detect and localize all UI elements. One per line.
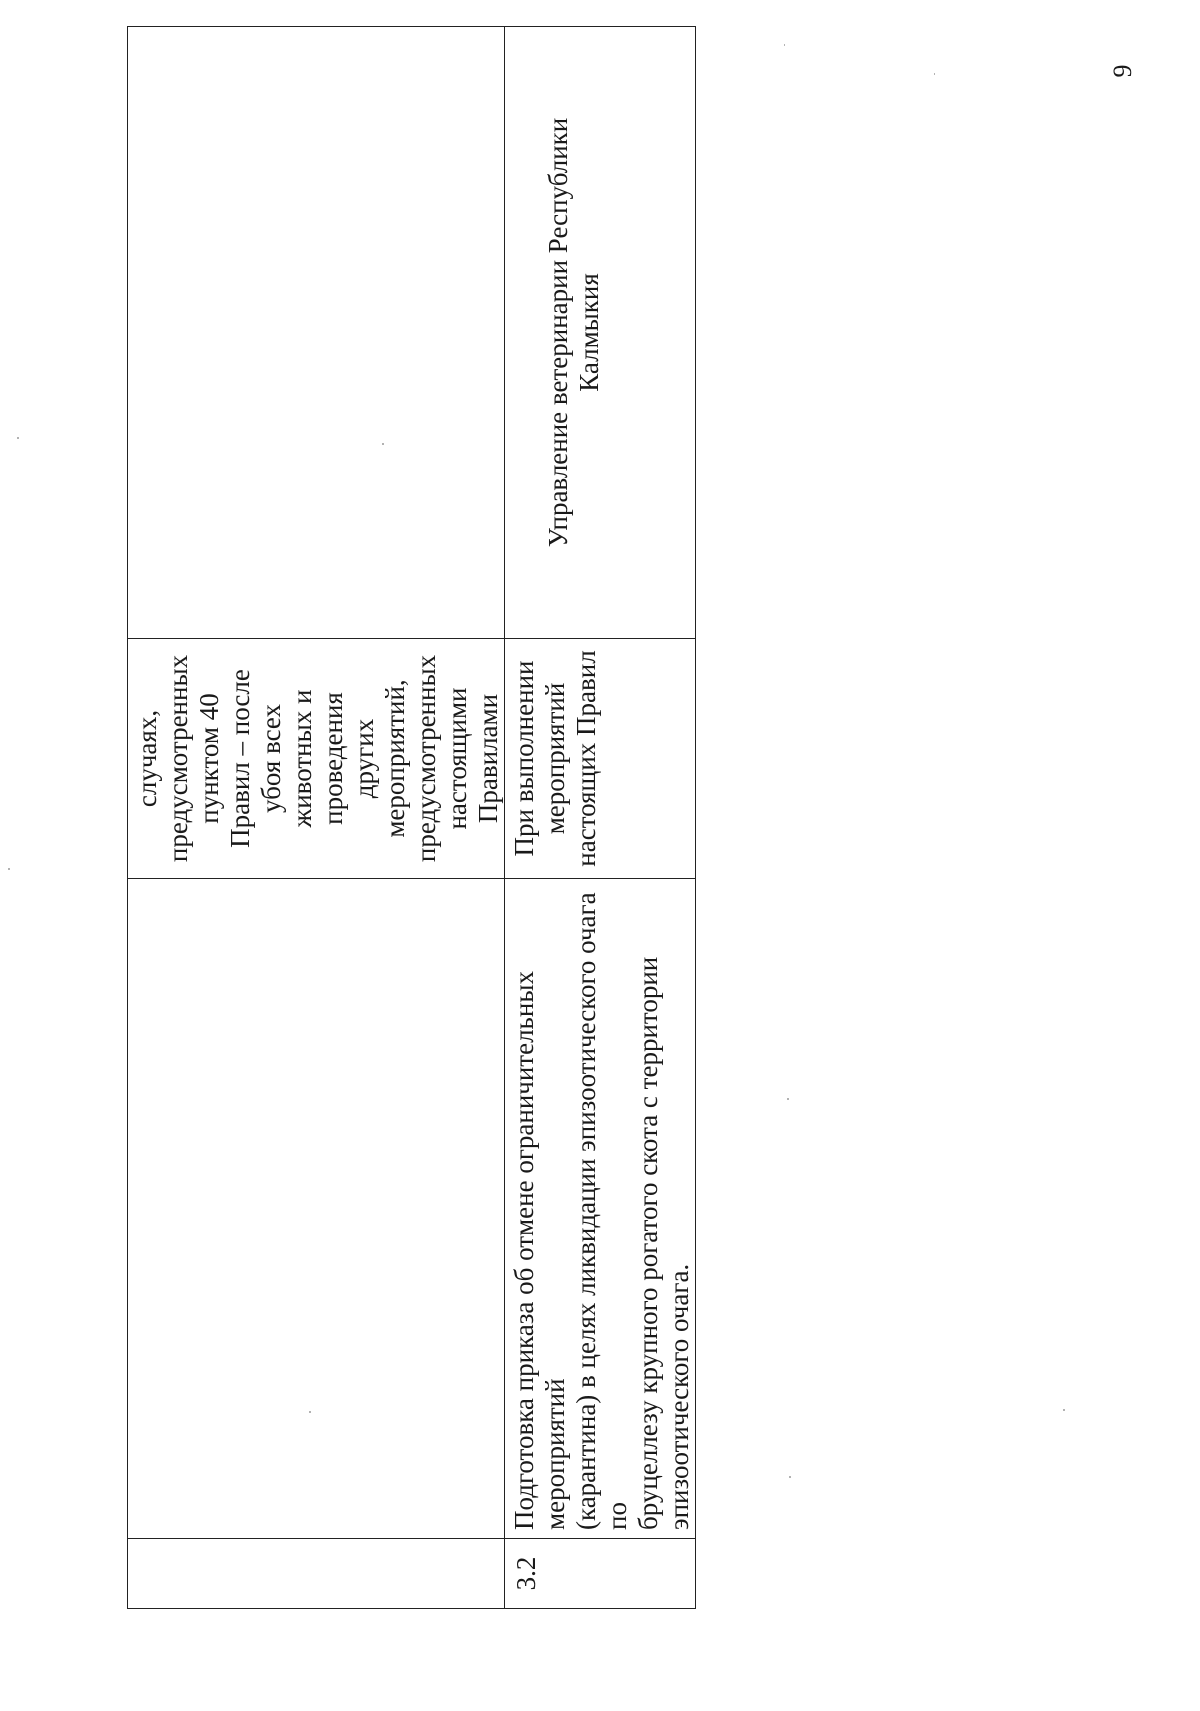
- deadline-cell: [505, 639, 696, 879]
- deadline-line: Правил – после: [225, 669, 255, 848]
- responsible-line: Управление ветеринарии Республики: [543, 117, 573, 548]
- measure-line: эпизоотического очага.: [664, 1263, 694, 1530]
- scan-speck: [787, 1098, 789, 1100]
- scan-speck: [934, 73, 935, 75]
- deadline-line: мероприятий,: [380, 679, 410, 838]
- deadline-line: Правилами: [473, 693, 503, 824]
- deadline-line: При выполнении: [509, 660, 539, 857]
- table-row-continuation: [128, 27, 505, 1609]
- deadline-cell: [128, 639, 505, 879]
- deadline-line: предусмотренных: [411, 654, 441, 863]
- scan-speck: [784, 44, 785, 46]
- row-number-cell: [128, 1539, 505, 1609]
- measure-line: Подготовка приказа об отмене ограничительных мероприятий: [509, 971, 570, 1530]
- scan-speck: [8, 868, 10, 870]
- measure-line: бруцеллезу крупного рогатого скота с территории: [633, 956, 663, 1530]
- measure-cell: [505, 879, 696, 1539]
- row-number-cell: 3.2: [505, 1539, 696, 1609]
- deadline-line: настоящими: [442, 687, 472, 830]
- deadline-line: проведения: [318, 692, 348, 825]
- deadline-line: убоя всех: [256, 703, 286, 814]
- responsible-line: Калмыкия: [574, 273, 604, 392]
- responsible-cell: [128, 27, 505, 639]
- measure-line: (карантина) в целях ликвидации эпизоотического очага по: [571, 892, 632, 1530]
- deadline-line: предусмотренных: [163, 654, 193, 863]
- page-number: 9: [1108, 64, 1137, 78]
- scan-speck: [789, 1476, 791, 1478]
- responsible-cell: [505, 27, 696, 639]
- deadline-line: других: [349, 718, 379, 799]
- deadline-line: мероприятий: [540, 682, 570, 835]
- measures-table: [127, 26, 696, 1609]
- deadline-line: случаях,: [132, 709, 162, 808]
- table-row-3-2: [505, 27, 696, 1609]
- scan-speck: [1063, 1409, 1065, 1411]
- scan-speck: [382, 443, 384, 445]
- measure-cell: [128, 879, 505, 1539]
- scan-speck: [309, 1411, 311, 1413]
- deadline-line: животных и: [287, 689, 317, 828]
- scan-speck: [17, 437, 19, 439]
- deadline-line: пунктом 40: [194, 693, 224, 824]
- deadline-line: настоящих Правил: [571, 650, 601, 867]
